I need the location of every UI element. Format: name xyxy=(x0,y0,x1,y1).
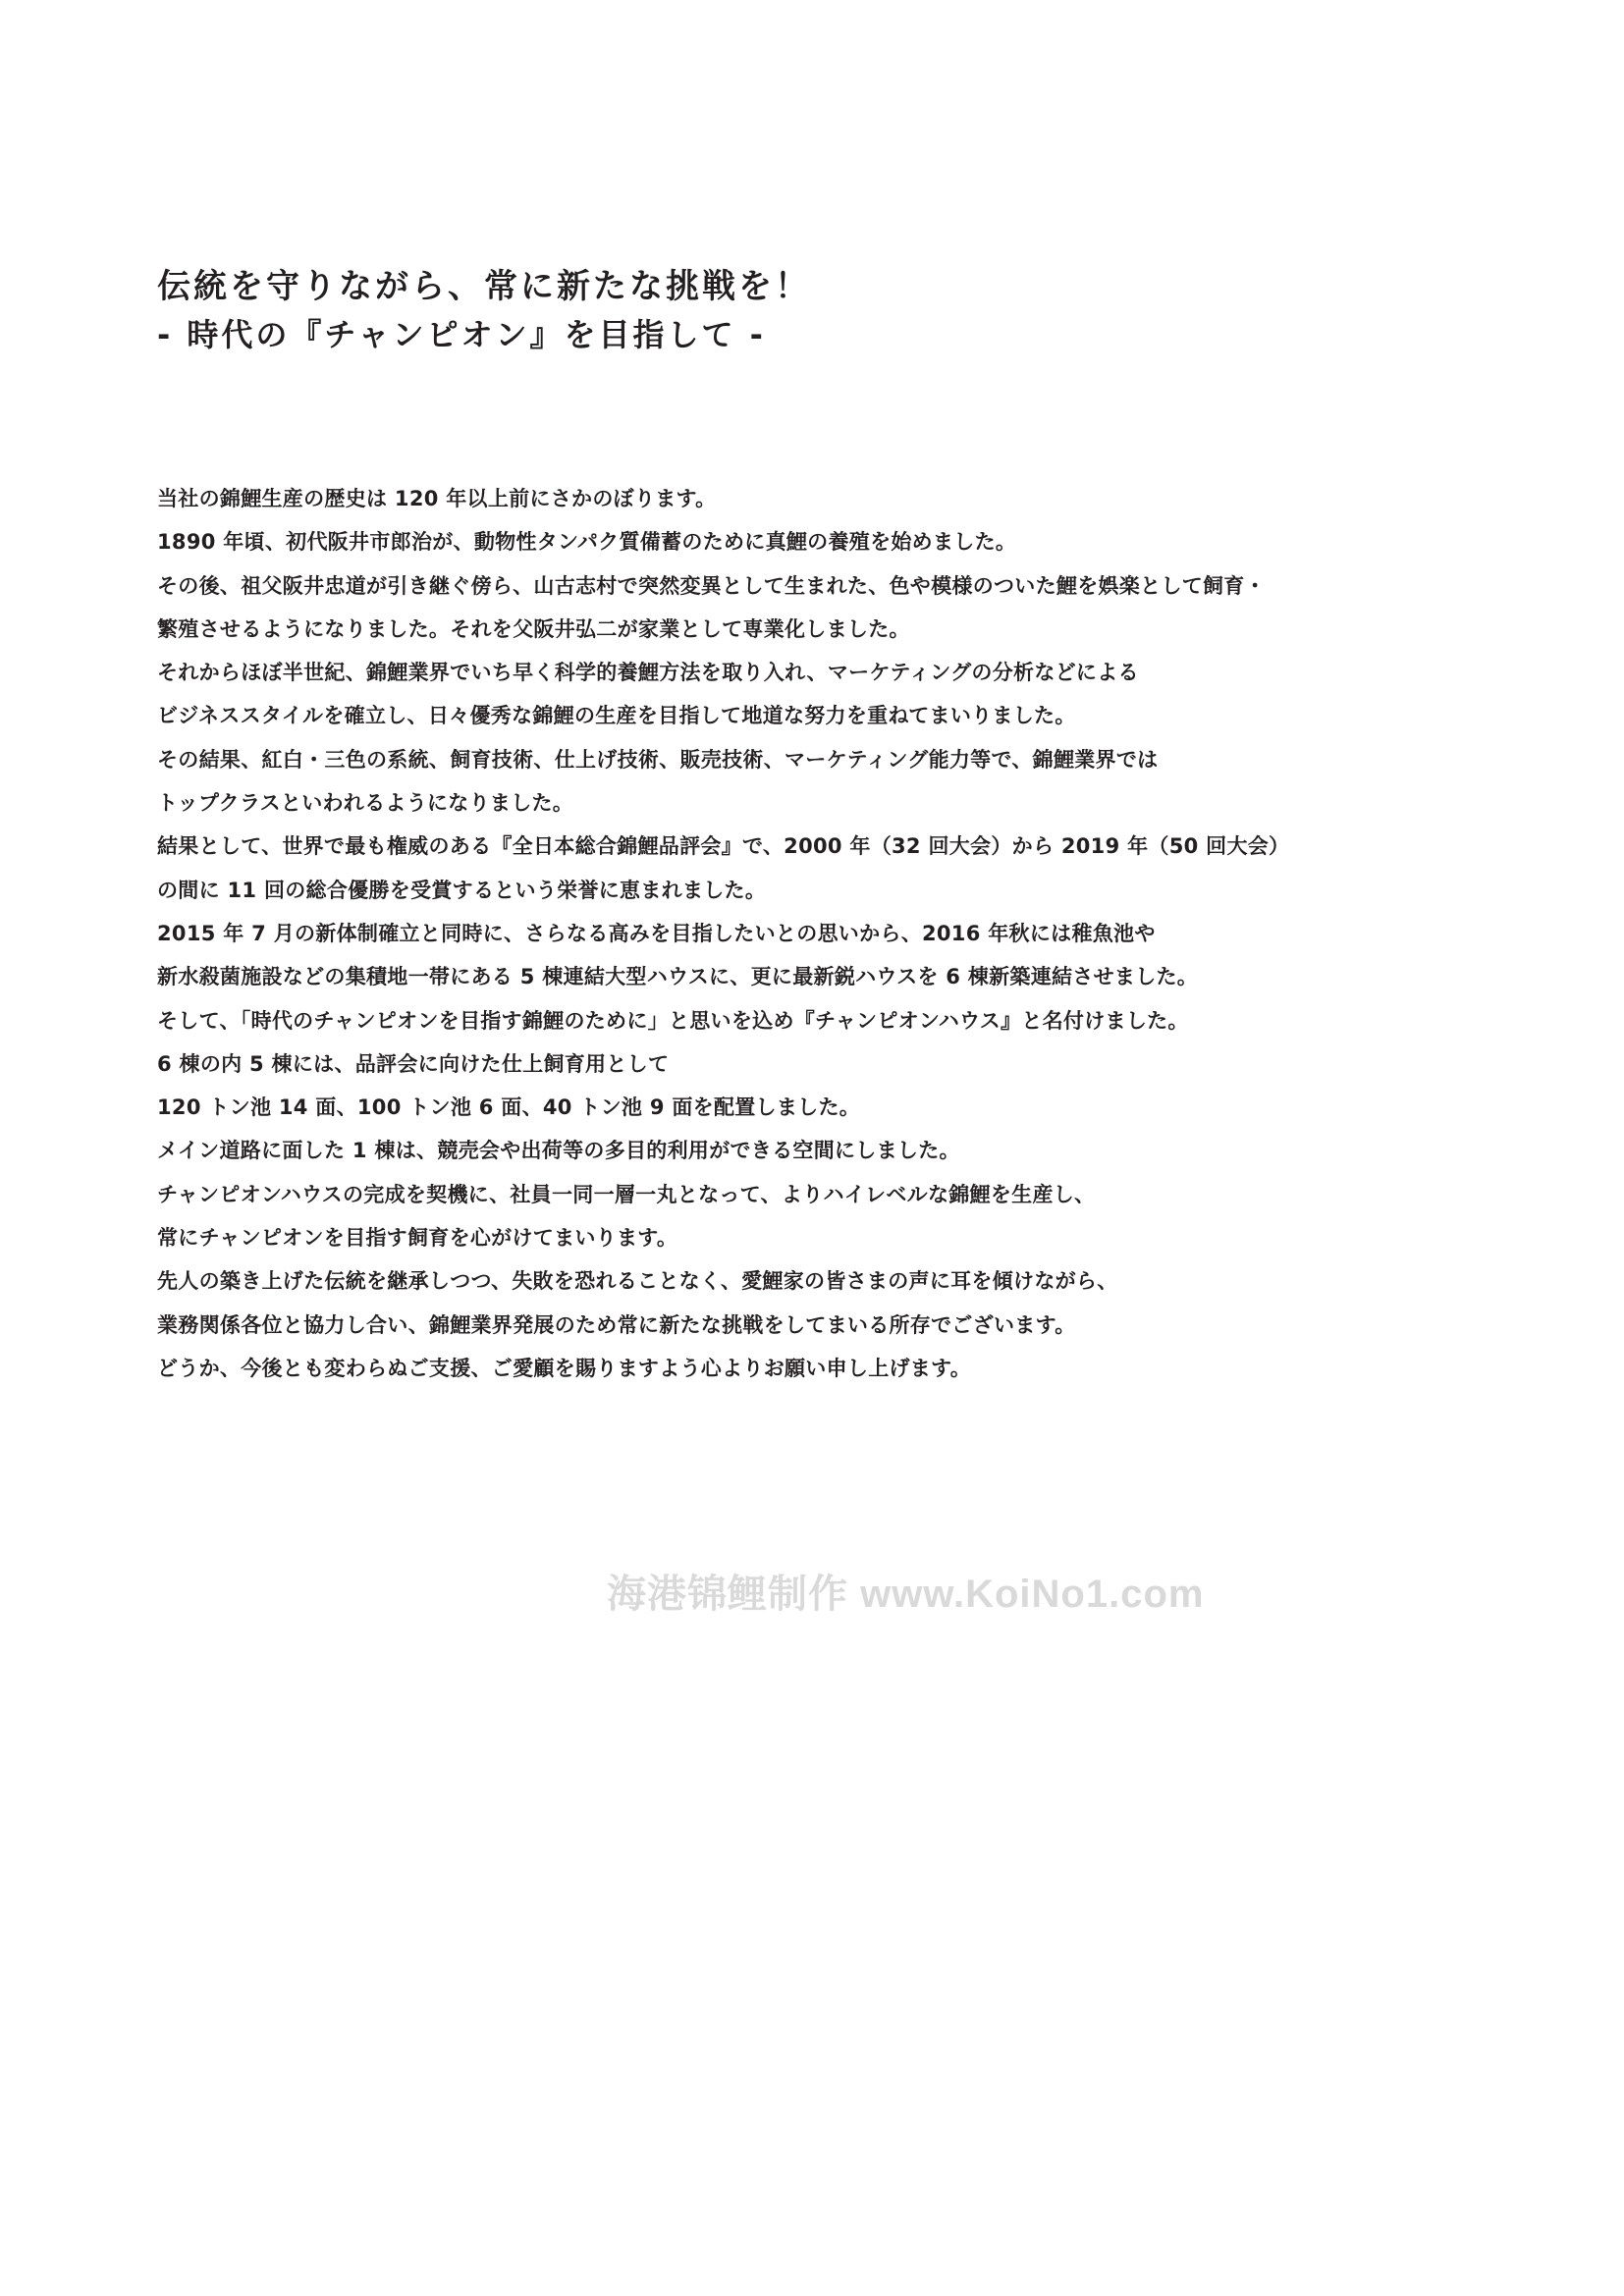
page-subtitle: - 時代の『チャンピオン』を目指して - xyxy=(157,316,766,353)
text-line: の間に 11 回の総合優勝を受賞するという栄誉に恵まれました。 xyxy=(157,878,767,902)
text-line: その結果、紅白・三色の系統、飼育技術、仕上げ技術、販売技術、マーケティング能力等で、錦鯉業界では xyxy=(157,747,1159,772)
watermark: 海港锦鲤制作 www.KoiNo1.com xyxy=(607,1573,1205,1616)
text-line: 繁殖させるようになりました。それを父阪井弘二が家業として専業化しました。 xyxy=(157,616,910,641)
text-line: 6 棟の内 5 棟には、品評会に向けた仕上飼育用として xyxy=(157,1051,670,1076)
text-line: メイン道路に面した 1 棟は、競売会や出荷等の多目的利用ができる空間にしました。 xyxy=(157,1139,960,1163)
text-line: チャンピオンハウスの完成を契機に、社員一同一層一丸となって、よりハイレベルな錦鯉を生産し、 xyxy=(157,1182,1096,1206)
text-line: 先人の築き上げた伝統を継承しつつ、失敗を恐れることなく、愛鯉家の皆さまの声に耳を傾けながら、 xyxy=(157,1269,1118,1294)
text-line: ビジネススタイルを確立し、日々優秀な錦鯉の生産を目指して地道な努力を重ねてまいりました。 xyxy=(157,704,1076,728)
text-line: 1890 年頃、初代阪井市郎治が、動物性タンパク質備蓄のために真鯉の養殖を始めました。 xyxy=(157,530,1017,555)
text-line: 当社の錦鯉生産の歴史は 120 年以上前にさかのぼります。 xyxy=(157,487,717,510)
text-line: 120 トン池 14 面、100 トン池 6 面、40 トン池 9 面を配置しました。 xyxy=(157,1095,861,1120)
heading-block xyxy=(157,263,1473,357)
text-line: トップクラスといわれるようになりました。 xyxy=(157,791,574,816)
body-text xyxy=(157,477,1512,1390)
text-line: そして、「時代のチャンピオンを目指す錦鯉のために」と思いを込め『チャンピオンハウス』と名付けました。 xyxy=(157,1008,1189,1033)
text-line: 常にチャンピオンを目指す飼育を心がけてまいります。 xyxy=(157,1226,678,1251)
page-title: 伝統を守りながら、常に新たな挑戦を！ xyxy=(157,267,811,306)
text-line: 新水殺菌施設などの集積地一帯にある 5 棟連結大型ハウスに、更に最新鋭ハウスを 6 棟新築連結させました。 xyxy=(157,965,1199,989)
text-line: その後、祖父阪井忠道が引き継ぐ傍ら、山古志村で突然変異として生まれた、色や模様のついた鯉を娯楽として飼育・ xyxy=(157,573,1266,598)
text-line: 結果として、世界で最も権威のある『全日本総合錦鯉品評会』で、2000 年（32 回大会）から 2019 年（50 回大会） xyxy=(157,834,1290,859)
text-line: 2015 年 7 月の新体制確立と同時に、さらなる高みを目指したいとの思いから、2016 年秋には稚魚池や xyxy=(157,921,1156,945)
text-line: どうか、今後とも変わらぬご支援、ご愛顧を賜りますよう心よりお願い申し上げます。 xyxy=(157,1356,972,1380)
text-line: 業務関係各位と協力し合い、錦鯉業界発展のため常に新たな挑戦をしてまいる所存でございます。 xyxy=(157,1312,1076,1337)
text-line: それからほぼ半世紀、錦鯉業界でいち早く科学的養鯉方法を取り入れ、マーケティングの分析などによる xyxy=(157,661,1139,685)
